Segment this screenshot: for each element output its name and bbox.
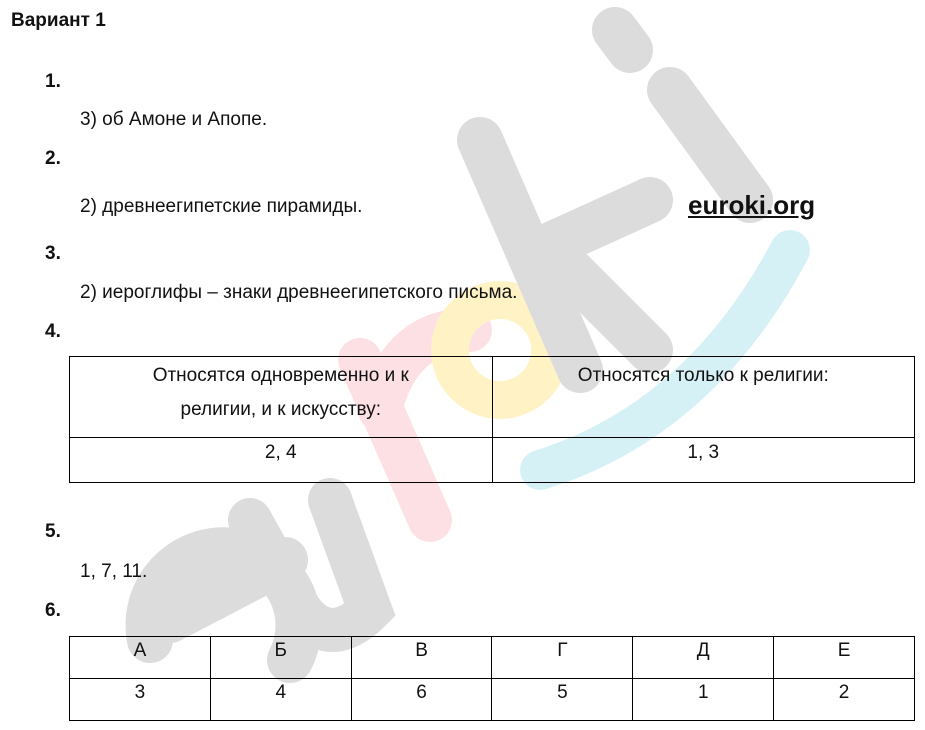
page-title: Вариант 1 — [11, 10, 106, 31]
table6-value: 4 — [210, 679, 351, 721]
table6-header: А — [70, 637, 211, 679]
table6-header: Е — [774, 637, 915, 679]
question-number-6: 6. — [45, 600, 61, 621]
table4-header-1-text: Относятся одновременно и к религии, и к искусству: — [152, 365, 409, 420]
table-6 — [69, 636, 915, 721]
table6-header: Д — [633, 637, 774, 679]
table-row — [70, 637, 915, 679]
answer-3: 2) иероглифы – знаки древнеегипетского письма. — [80, 282, 518, 303]
table6-value: 2 — [774, 679, 915, 721]
question-number-3: 3. — [45, 243, 61, 264]
question-number-5: 5. — [45, 521, 61, 542]
table6-header: Г — [492, 637, 633, 679]
table-4 — [69, 356, 915, 483]
table4-header-1 — [70, 357, 493, 438]
table6-header: В — [351, 637, 492, 679]
table6-value: 3 — [70, 679, 211, 721]
table6-value: 1 — [633, 679, 774, 721]
question-number-1: 1. — [45, 71, 61, 92]
table4-value-2: 1, 3 — [492, 438, 915, 483]
table4-header-2: Относятся только к религии: — [492, 357, 915, 438]
table6-value: 5 — [492, 679, 633, 721]
answer-1: 3) об Амоне и Апопе. — [80, 109, 268, 130]
table-row — [70, 357, 915, 438]
table4-value-1: 2, 4 — [70, 438, 493, 483]
table-row — [70, 679, 915, 721]
question-number-4: 4. — [45, 321, 61, 342]
answer-2: 2) древнеегипетские пирамиды. — [80, 196, 363, 217]
site-link[interactable]: euroki.org — [688, 190, 816, 220]
question-number-2: 2. — [45, 148, 61, 169]
table6-header: Б — [210, 637, 351, 679]
table-row — [70, 438, 915, 483]
table6-value: 6 — [351, 679, 492, 721]
answer-5: 1, 7, 11. — [80, 561, 148, 582]
